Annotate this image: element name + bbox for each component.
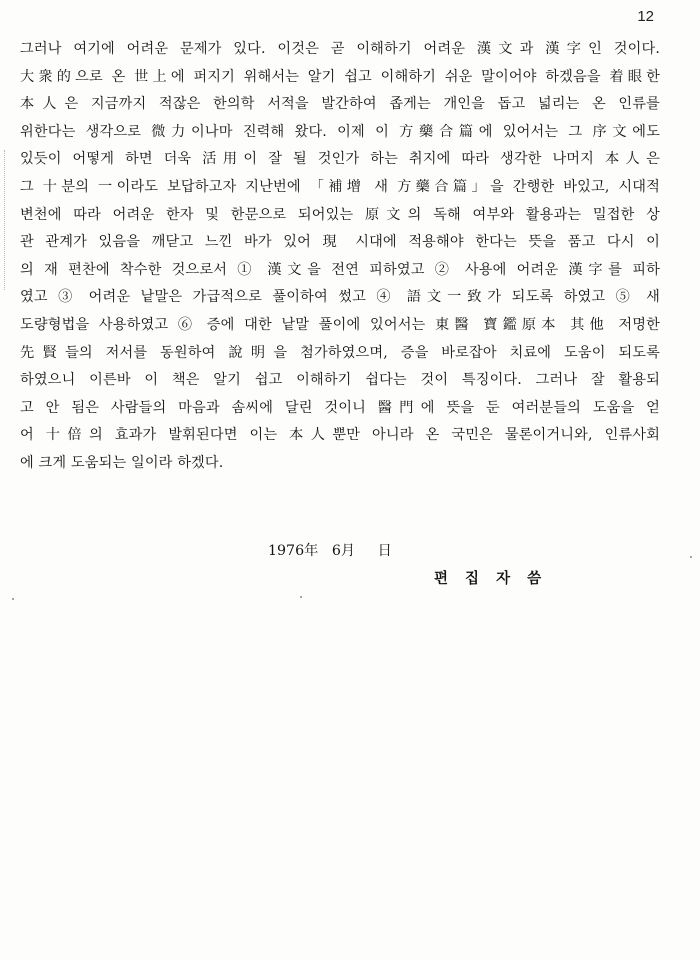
signature: 편 집 자 씀 [434,571,548,587]
text-line: 관 관계가 있음을 깨닫고 느낀 바가 있어 現 시대에 적용해야 한다는 뜻을 품고 다시 이 [20,234,660,251]
text-line: 그러나 여기에 어려운 문제가 있다. 이것은 곧 이해하기 어려운 漢文과 漢字인 것이다. [20,41,660,57]
text-line: 어 十倍의 효과가 발휘된다면 이는 本人뿐만 아니라 온 국민은 물론이거니와, 인류사회 [20,427,660,444]
text-line: 大衆的으로 온 世上에 퍼지기 위해서는 알기 쉽고 이해하기 쉬운 말이어야 하겠음을 着眼한 [20,68,660,85]
page-number: 12 [637,8,654,25]
scan-speck [12,598,14,600]
date-line: 1976年 6月 日 [268,543,392,559]
text-line: 本人은 지금까지 적잖은 한의학 서적을 발간하여 좁게는 개인을 돕고 넓리는 온 인류를 [20,96,660,113]
text-line: 고 안 됨은 사람들의 마음과 솜씨에 달린 것이니 醫門에 뜻을 둔 여러분들의 도움을 얻 [20,399,660,416]
text-line: 위한다는 생각으로 微力이나마 진력해 왔다. 이제 이 方藥合篇에 있어서는 그 序文에도 [20,123,660,140]
text-line: 변천에 따라 어려운 한자 및 한문으로 되어있는 原文의 독해 여부와 활용과는 밀접한 상 [20,206,660,223]
text-line: 先賢들의 저서를 동원하여 說明을 첨가하였으며, 증을 바로잡아 치료에 도움이 되도록 [20,344,660,361]
text-line: 있듯이 어떻게 하면 더욱 活用이 잘 될 것인가 하는 취지에 따라 생각한 나머지 本人은 [20,151,660,168]
text-line: 하였으니 이른바 이 책은 알기 쉽고 이해하기 쉽다는 것이 특징이다. 그러나 잘 활용되 [20,372,660,389]
text-line: 그 十분의 一이라도 보답하고자 지난번에 「補增 새 方藥合篇」을 간행한 바있고, 시대적 [20,178,660,195]
preface-paragraph [20,36,660,478]
scan-edge-marks [4,150,11,290]
text-line-last: 에 크게 도움되는 일이라 하겠다. [20,454,224,471]
scan-speck [300,596,302,598]
text-line: 의 재 편찬에 착수한 것으로서 ① 漢文을 전연 피하였고 ② 사용에 어려운 漢字를 피하 [20,261,660,278]
text-line: 도량형법을 사용하였고 ⑥ 증에 대한 낱말 풀이에 있어서는 東醫 寶鑑原本 其他 저명한 [20,316,660,333]
scan-speck [690,556,692,558]
text-line: 였고 ③ 어려운 낱말은 가급적으로 풀이하여 썼고 ④ 語文一致가 되도록 하였고 ⑤ 새 [20,289,660,306]
